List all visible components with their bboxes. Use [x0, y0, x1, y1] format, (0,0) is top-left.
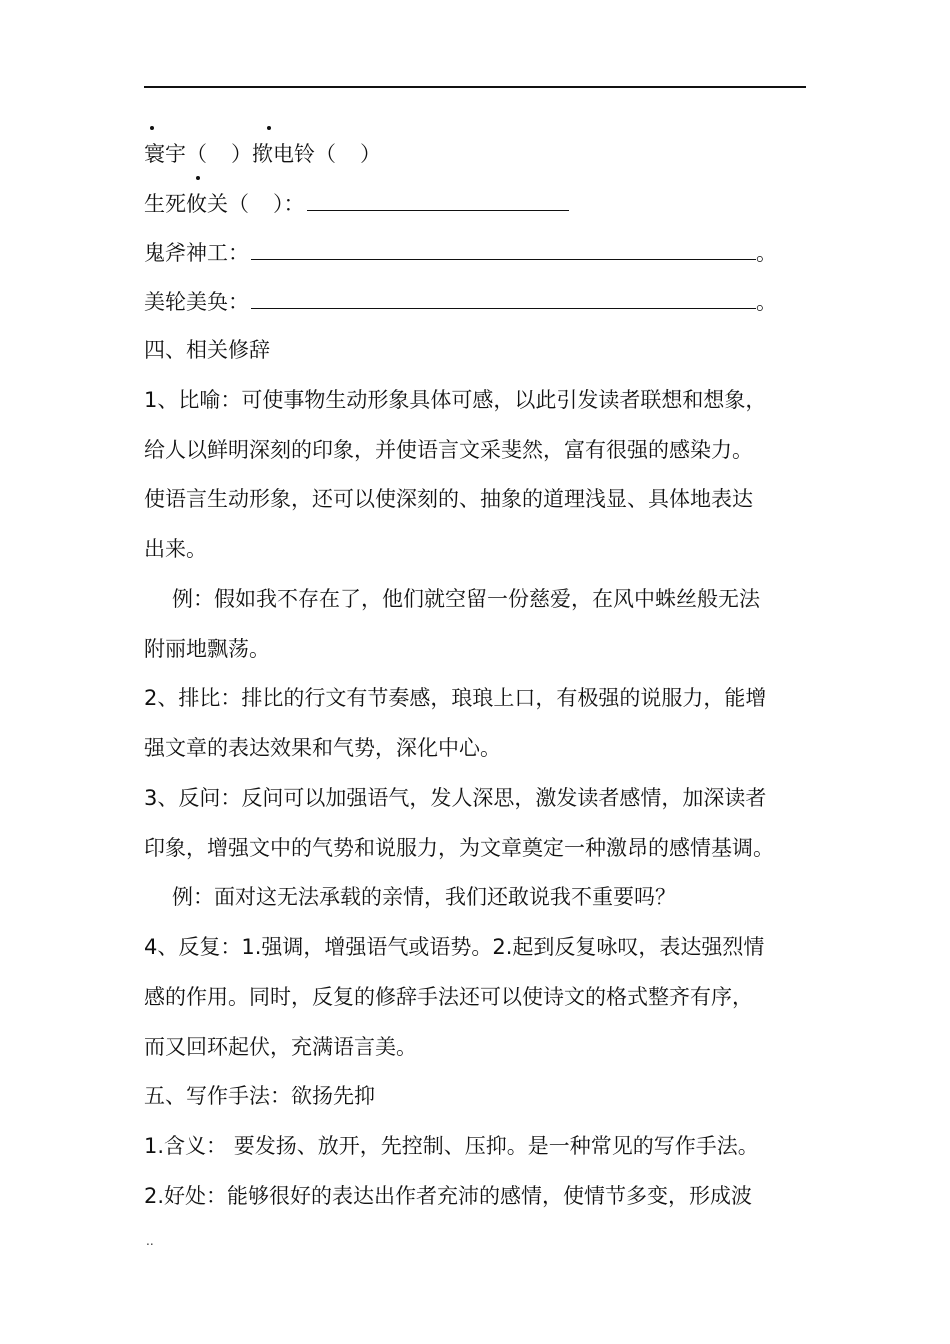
- emphasis-dot: [150, 126, 154, 130]
- answer-blank[interactable]: [307, 188, 569, 211]
- vocab-word-huanyu: 寰宇（: [144, 142, 207, 166]
- paragraph-line: 感的作用。同时，反复的修辞手法还可以使诗文的格式整齐有序，: [144, 985, 753, 1009]
- example-line: 例：面对这无法承载的亲情，我们还敢说我不重要吗？: [172, 885, 676, 909]
- vocab-line-3: 鬼斧神工： 。: [144, 237, 777, 268]
- paragraph-line: 使语言生动形象，还可以使深刻的、抽象的道理浅显、具体地表达: [144, 487, 753, 511]
- paragraph-line: 2、排比：排比的行文有节奏感，琅琅上口，有极强的说服力，能增: [144, 686, 767, 710]
- vocab-word-meilunmeihuan: 美轮美奂：: [144, 290, 249, 314]
- vocab-word-qindianling: 揿电铃（: [252, 142, 336, 166]
- paragraph-line: 2.好处：能够很好的表达出作者充沛的感情，使情节多变，形成波: [144, 1184, 753, 1208]
- paragraph-line: 印象，增强文中的气势和说服力，为文章奠定一种激昂的感情基调。: [144, 836, 774, 860]
- answer-blank[interactable]: [251, 237, 756, 260]
- paragraph-line: 3、反问：反问可以加强语气，发人深思，激发读者感情，加深读者: [144, 786, 767, 810]
- footer-mark: ..: [146, 1234, 154, 1248]
- vocab-line-2: 生死攸关（ ）：: [144, 188, 569, 219]
- paragraph-line: 给人以鲜明深刻的印象，并使语言文采斐然，富有很强的感染力。: [144, 438, 753, 462]
- paragraph-line: 1.含义： 要发扬、放开，先控制、压抑。是一种常见的写作手法。: [144, 1134, 759, 1158]
- paragraph-line: 强文章的表达效果和气势，深化中心。: [144, 736, 501, 760]
- section-heading-rhetoric: 四、相关修辞: [144, 338, 270, 362]
- vocab-line-4: 美轮美奂： 。: [144, 286, 777, 317]
- paragraph-line: 4、反复：1.强调，增强语气或语势。2.起到反复咏叹，表达强烈情: [144, 935, 765, 959]
- paragraph-line: 出来。: [144, 537, 207, 561]
- emphasis-dot: [267, 126, 271, 130]
- section-heading-writing-technique: 五、写作手法：欲扬先抑: [144, 1084, 375, 1108]
- answer-blank[interactable]: [251, 286, 756, 309]
- top-answer-line: [144, 86, 806, 88]
- vocab-line-1: 寰宇（ ）揿电铃（ ）: [144, 142, 381, 166]
- vocab-word-shengsiyouguan: 生死攸关（: [144, 192, 249, 216]
- vocab-word-guifushengong: 鬼斧神工：: [144, 241, 249, 265]
- paragraph-line: 1、比喻：可使事物生动形象具体可感，以此引发读者联想和想象，: [144, 388, 767, 412]
- example-line: 例：假如我不存在了，他们就空留一份慈爱，在风中蛛丝般无法: [172, 587, 760, 611]
- emphasis-dot: [196, 176, 200, 180]
- example-line: 附丽地飘荡。: [144, 637, 270, 661]
- paragraph-line: 而又回环起伏，充满语言美。: [144, 1035, 417, 1059]
